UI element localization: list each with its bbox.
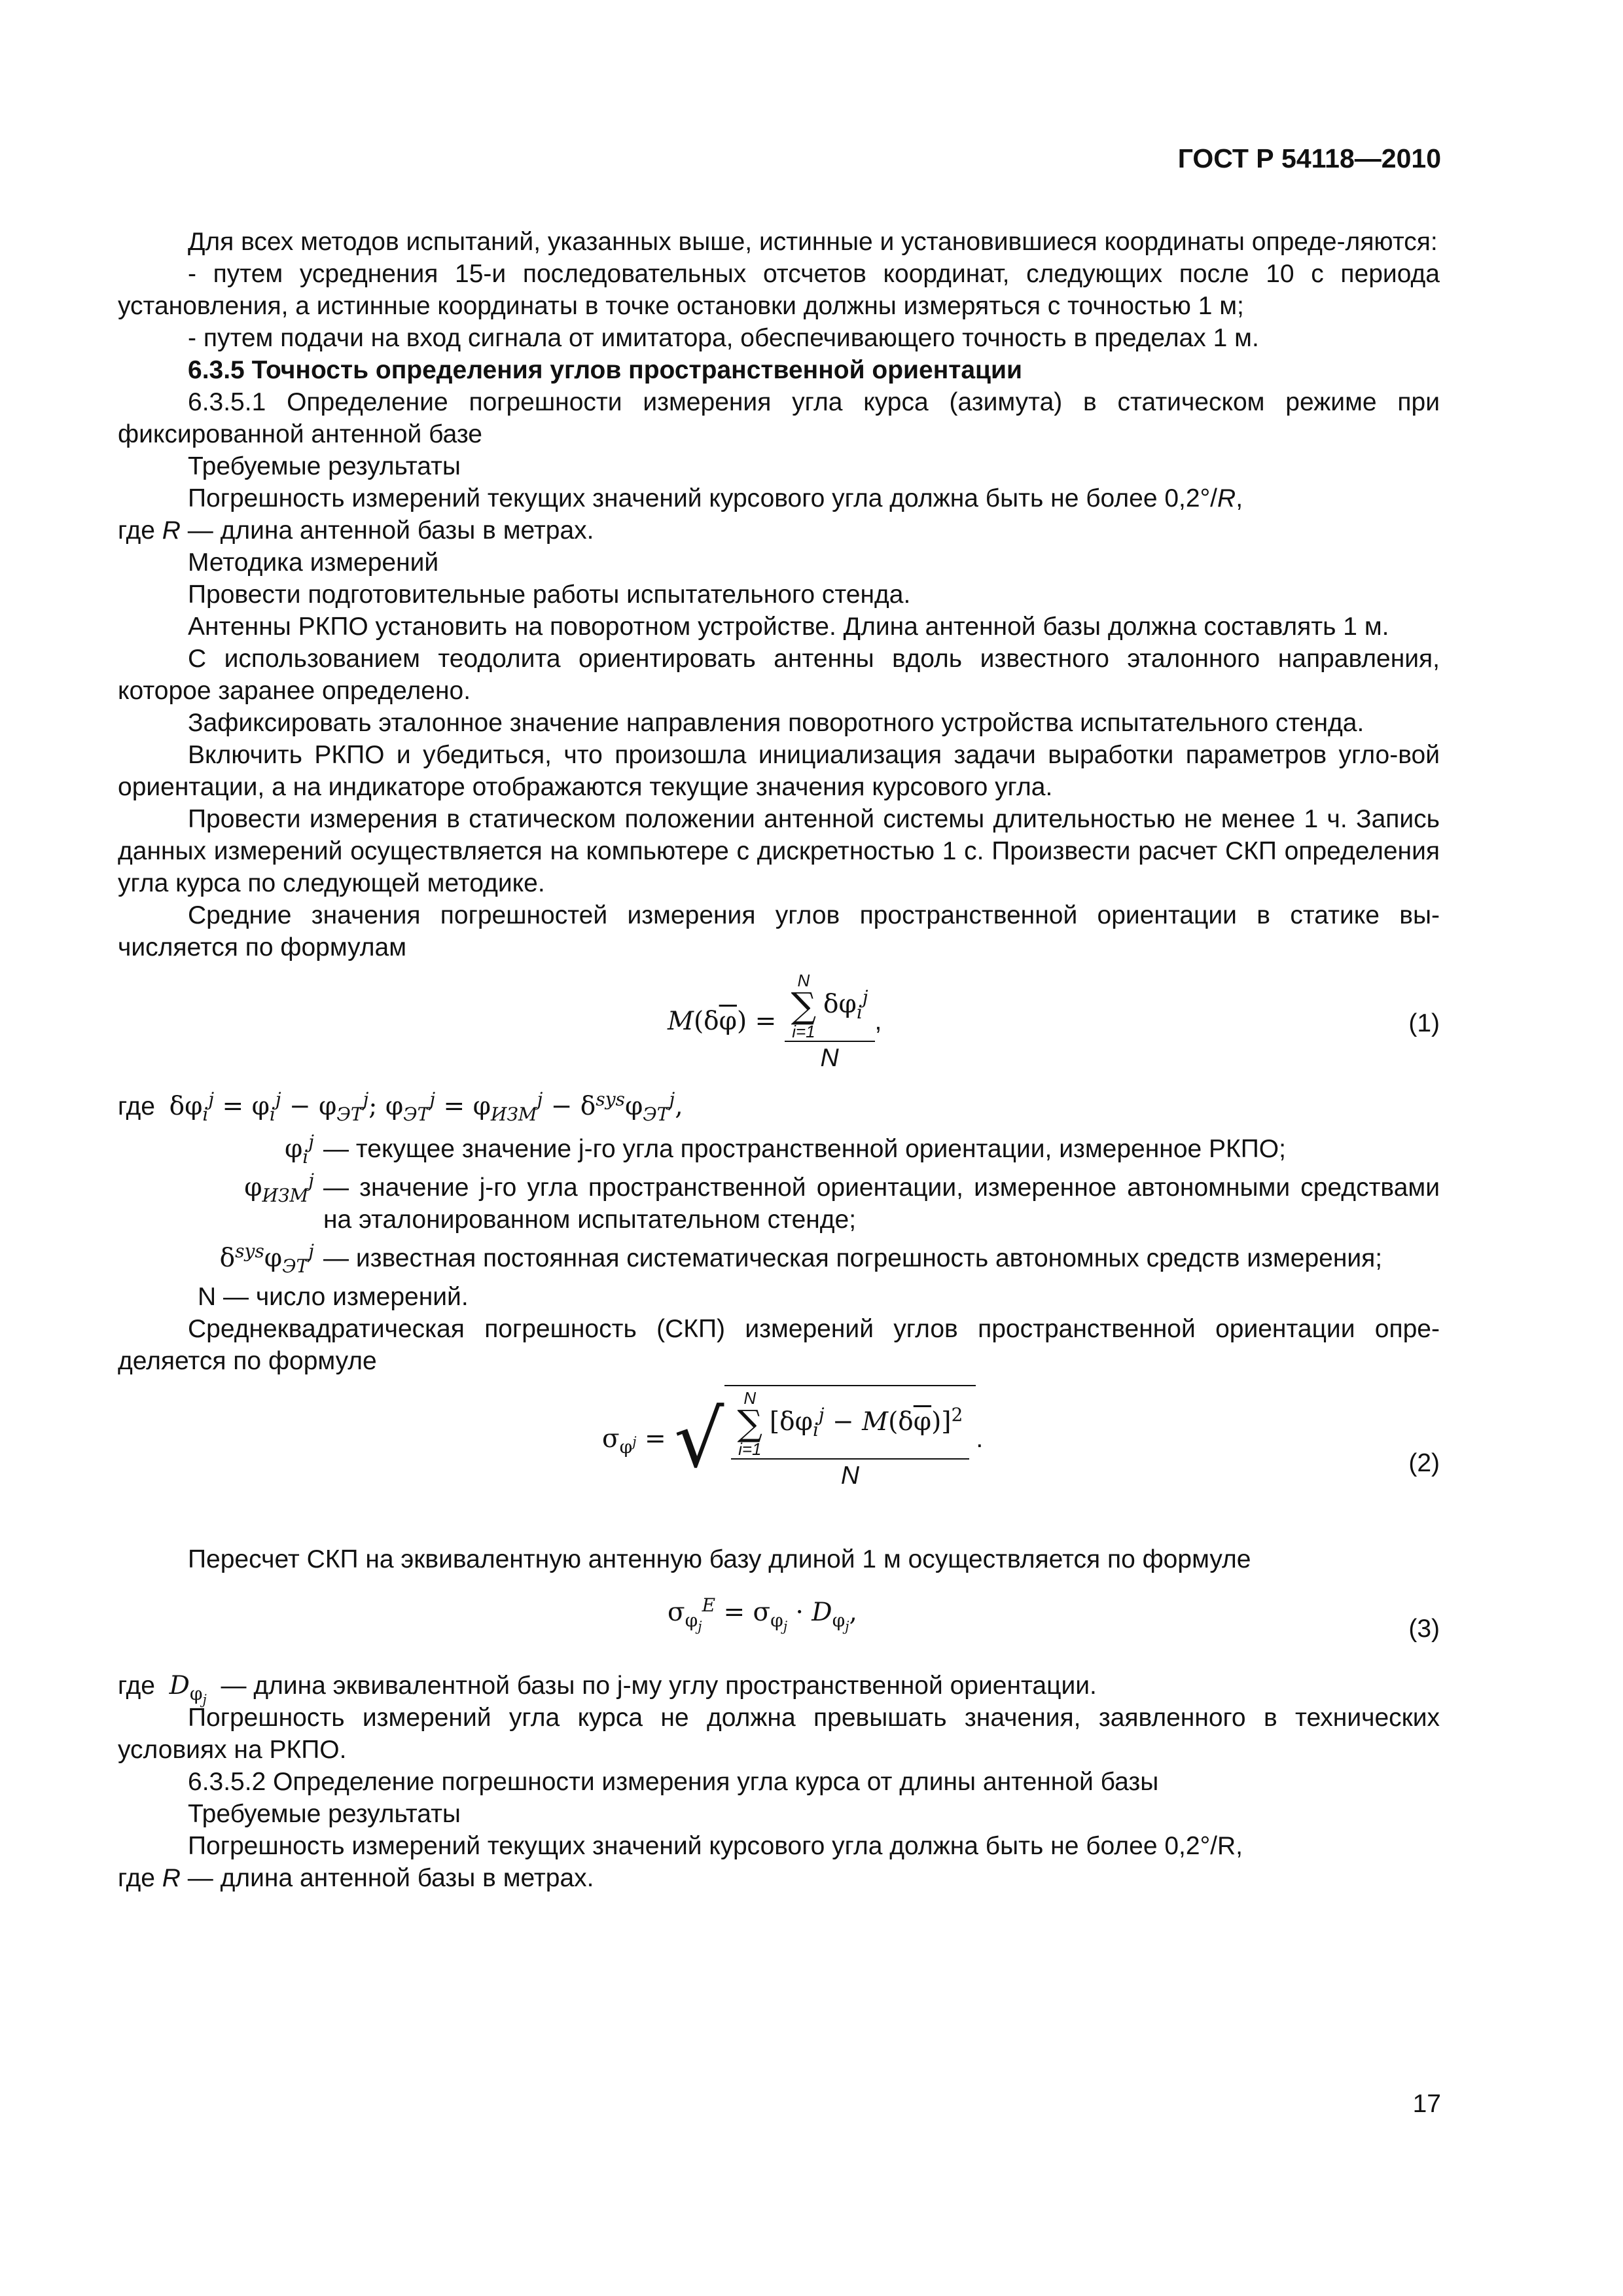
definition-row: $\delta^{sys}\varphi_{ЭТ}^j$ — известная постоянная систематическая погрешность автономных средств измерения;	[219, 1240, 1383, 1277]
formula-3: $\sigma_{\varphi_j}^E = \sigma_{\varphi_j} \cdot D_{\varphi_j}$, (3)	[118, 1583, 1440, 1662]
paragraph: Средние значения погрешностей измерения углов пространственной ориентации в статике вы-числяется по формулам	[118, 901, 1440, 961]
paragraph: Погрешность измерений текущих значений курсового угла должна быть не более 0,2°/R,	[188, 484, 1243, 512]
paragraph: - путем подачи на вход сигнала от имитатора, обеспечивающего точность в пределах 1 м.	[188, 324, 1259, 352]
paragraph: Погрешность измерений угла курса не должна превышать значения, заявленного в технических условиях на РКПО.	[118, 1704, 1440, 1764]
section-heading-6-3-5: 6.3.5 Точность определения углов пространственной ориентации	[188, 356, 1022, 384]
paragraph: Пересчет СКП на эквивалентную антенную базу длиной 1 м осуществляется по формуле	[188, 1545, 1251, 1573]
subsection-heading-6-3-5-1: 6.3.5.1 Определение погрешности измерения угла курса (азимута) в статическом режиме при фиксированной антенной базе	[118, 388, 1440, 448]
paragraph: Погрешность измерений текущих значений курсового угла должна быть не более 0,2°/R,	[188, 1832, 1243, 1860]
paragraph: С использованием теодолита ориентировать антенны вдоль известного эталонного направления, которое заранее определено.	[118, 645, 1440, 705]
paragraph: Требуемые результаты	[188, 1800, 461, 1828]
paragraph: Включить РКПО и убедиться, что произошла инициализация задачи выработки параметров угло-вой ориентации, а на индикаторе отображаются текущие значения курсового угла.	[118, 741, 1440, 801]
paragraph: Среднеквадратическая погрешность (СКП) измерений углов пространственной ориентации опре-деляется по формуле	[118, 1315, 1440, 1375]
paragraph: Антенны РКПО установить на поворотном устройстве. Длина антенной базы должна составлять 1 м.	[188, 613, 1389, 641]
paragraph: Для всех методов испытаний, указанных выше, истинные и установившиеся координаты опреде-ляются:	[188, 228, 1438, 256]
paragraph: N — число измерений.	[198, 1283, 469, 1311]
page-number: 17	[1412, 2090, 1441, 2118]
subsection-heading-6-3-5-2: 6.3.5.2 Определение погрешности измерения угла курса от длины антенной базы	[188, 1768, 1159, 1796]
paragraph: Провести подготовительные работы испытательного стенда.	[188, 581, 911, 609]
paragraph: где R — длина антенной базы в метрах.	[118, 1864, 594, 1892]
definition-row: $\varphi_i^j$ — текущее значение j-го угла пространственной ориентации, измеренное РКПО;	[284, 1131, 1286, 1168]
paragraph: Провести измерения в статическом положении антенной системы длительностью не менее 1 ч. Запись данных измерений осуществляется на компьютере с дискретностью 1 с. Произвести расчет СКП определения угла курса по следующей методике.	[118, 805, 1440, 897]
formula-1: $M(\delta\overline{\varphi})$ = N ∑ i=1 $\delta\varphi_i^j$ N , (1)	[118, 971, 1440, 1083]
paragraph: где R — длина антенной базы в метрах.	[118, 516, 594, 545]
paragraph: где $D_{\varphi_j}$ — длина эквивалентной базы по j-му углу пространственной ориентации.	[118, 1671, 1097, 1708]
paragraph: - путем усреднения 15-и последовательных отсчетов координат, следующих после 10 с периода установления, а истинные координаты в точке остановки должны измеряться с точностью 1 м;	[118, 260, 1440, 320]
formula-number: (2)	[1408, 1449, 1440, 1477]
formula-number: (1)	[1408, 1009, 1440, 1037]
definition-row: $\varphi_{ИЗМ}^j$ — значение j-го угла пространственной ориентации, измеренное автономными средствами на эталонированном испытательном стенде;	[244, 1170, 1440, 1234]
paragraph: Требуемые результаты	[188, 452, 461, 480]
formula-number: (3)	[1408, 1615, 1440, 1643]
formula-where-line: где $\delta\varphi_i^j = \varphi_i^j - \varphi_{ЭТ}^j$; $\varphi_{ЭТ}^j = \varphi_{ИЗМ}^j - \delta^{sys}\varphi_{ЭТ}^j$,	[118, 1088, 683, 1125]
paragraph: Методика измерений	[188, 548, 439, 577]
page-body	[118, 226, 1440, 1894]
document-id-header: ГОСТ Р 54118—2010	[1177, 143, 1441, 173]
formula-2: $\sigma_{\varphi^j}$ = √ N ∑ i=1 $[\delta\varphi_i^j - M(\delta\overline{\varphi})]^2$ N . (2)	[118, 1385, 1440, 1535]
paragraph: Зафиксировать эталонное значение направления поворотного устройства испытательного стенда.	[188, 709, 1364, 737]
